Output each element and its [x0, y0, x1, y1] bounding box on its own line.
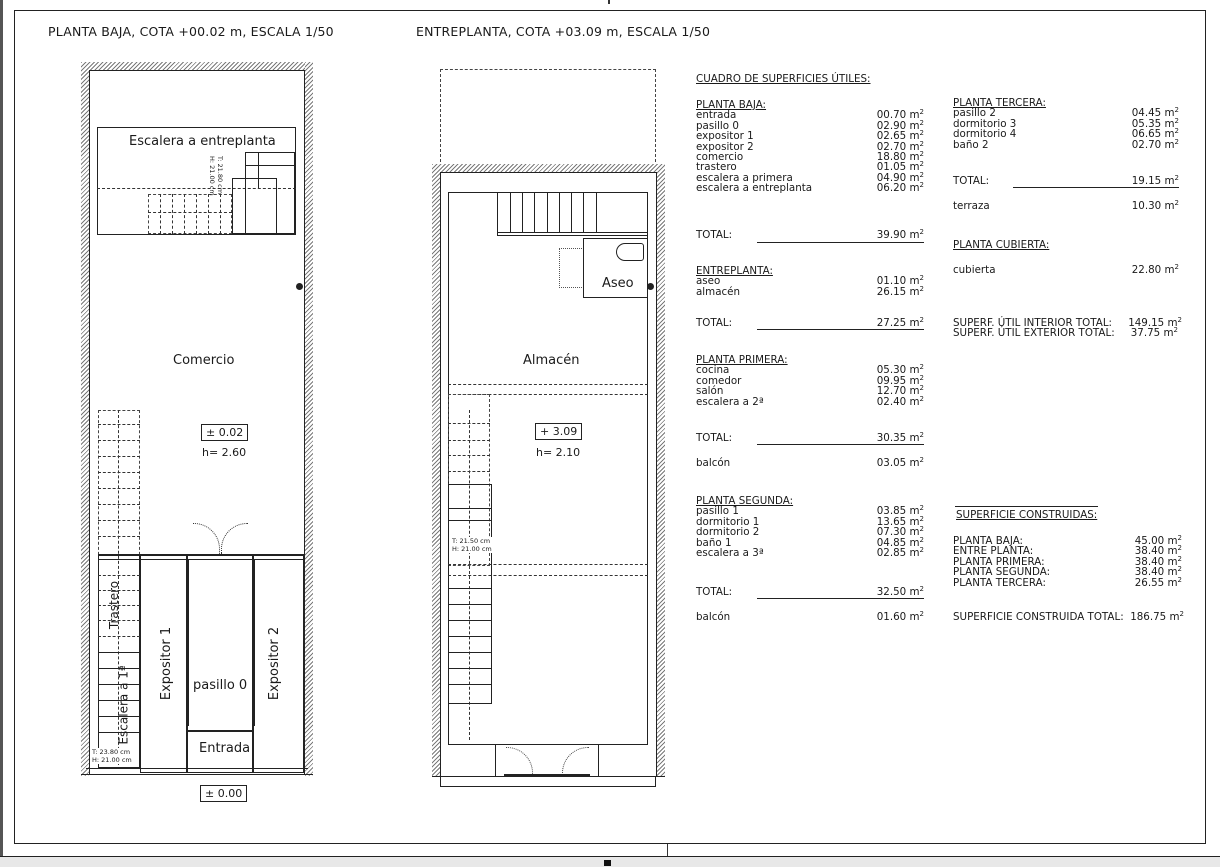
- summary-row: [953, 328, 1182, 338]
- total-value: 27.25 $m^2$: [876, 316, 924, 329]
- row-label: escalera a entreplanta: [696, 182, 813, 195]
- stair-tread: [208, 194, 209, 234]
- row-label: SUPERF. ÚTIL INTERIOR TOTAL:: [953, 317, 1113, 329]
- projection-line: [448, 575, 648, 576]
- toilet-icon: [616, 243, 644, 261]
- section-heading: PLANTA PRIMERA:: [696, 354, 788, 366]
- total-label: TOTAL:: [696, 317, 733, 329]
- street-level-marker: ± 0.00: [200, 785, 247, 802]
- row-value: 18.80 $m^2$: [876, 149, 924, 163]
- row-label: expositor 1: [696, 130, 754, 143]
- table-row: [953, 575, 1182, 589]
- window-frame: [504, 774, 590, 776]
- stair-tread: [547, 192, 548, 232]
- stair-tread: [583, 192, 584, 232]
- row-value: 04.85 $m^2$: [876, 535, 924, 549]
- built-surfaces-rows: [953, 536, 1182, 588]
- useful-surface-summary: [953, 318, 1182, 339]
- downpipe-icon: [296, 283, 303, 290]
- row-value: 01.05 $m^2$: [876, 160, 924, 174]
- row-label: baño 1: [696, 536, 732, 549]
- row-label: escalera a primera: [696, 171, 793, 184]
- total-row: [696, 587, 924, 597]
- row-label: escalera a 2ª: [696, 395, 764, 408]
- section-planta-baja: [696, 100, 924, 194]
- row-label: escalera a 3ª: [696, 546, 764, 559]
- room-pasillo-0: [187, 555, 253, 731]
- section-planta-segunda: [696, 496, 924, 558]
- stair-tread: [448, 684, 492, 685]
- room-label-expositor-1: Expositor 1: [159, 626, 175, 701]
- row-value: 04.90 $m^2$: [876, 170, 924, 184]
- total-row: [953, 176, 1179, 186]
- wall-left: [432, 164, 440, 776]
- stair-dimension-note: [452, 537, 492, 553]
- total-label: TOTAL:: [696, 229, 733, 241]
- row-value: 01.60 $m^2$: [876, 610, 924, 623]
- level-marker: ± 0.02: [201, 424, 248, 441]
- total-label: SUPERFICIE CONSTRUIDA TOTAL:: [953, 611, 1124, 623]
- total-row: [696, 318, 924, 328]
- row-value: 02.70 $m^2$: [876, 139, 924, 153]
- stair-tread: [98, 636, 140, 637]
- row-value: 03.05 $m^2$: [876, 456, 924, 469]
- stair-riser-dim: H: 21.00 cm: [208, 156, 216, 196]
- row-label: ENTRE PLANTA:: [953, 545, 1034, 558]
- room-label-trastero: Trastero: [107, 580, 122, 630]
- section-planta-tercera: [953, 98, 1179, 150]
- total-label: TOTAL:: [953, 175, 990, 187]
- row-label: pasillo 1: [696, 505, 739, 518]
- downpipe-icon: [647, 283, 654, 290]
- stair-edge: [497, 232, 648, 233]
- row-value: 13.65 $m^2$: [876, 514, 924, 528]
- row-value: 00.70 $m^2$: [876, 108, 924, 122]
- row-value: 38.40 $m^2$: [1134, 544, 1182, 558]
- stair-tread: [245, 165, 295, 166]
- stair-tread: [534, 192, 535, 232]
- row-value: 06.65 $m^2$: [1131, 127, 1179, 141]
- row-value: 12.70 $m^2$: [876, 384, 924, 398]
- row-value: 45.00 $m^2$: [1134, 534, 1182, 547]
- room-label-almacen: Almacén: [523, 353, 580, 368]
- row-value: 38.40 $m^2$: [1134, 554, 1182, 568]
- table-row: [953, 265, 1179, 275]
- row-label: trastero: [696, 161, 737, 174]
- section-heading: PLANTA BAJA:: [696, 99, 767, 111]
- row-value: 02.65 $m^2$: [876, 129, 924, 143]
- room-label-pasillo-0: pasillo 0: [193, 678, 248, 693]
- row-label: expositor 2: [696, 140, 754, 153]
- row-value: 02.90 $m^2$: [876, 118, 924, 132]
- row-value: 10.30 $m^2$: [1131, 199, 1179, 212]
- stair-riser-dim: H: 21.00 cm: [92, 756, 132, 764]
- stair-tread: [98, 424, 140, 425]
- table-row: [696, 183, 924, 193]
- row-label: entrada: [696, 109, 737, 122]
- stair-tread: [98, 440, 140, 441]
- stair-tread: [571, 192, 572, 232]
- row-label: terraza: [953, 200, 990, 212]
- useful-surfaces-title: CUADRO DE SUPERFICIES ÚTILES:: [696, 73, 871, 85]
- stair-flight: [497, 192, 648, 236]
- stair-tread: [510, 192, 511, 232]
- stair-tread: [522, 192, 523, 232]
- section-planta-cubierta: [953, 240, 1179, 250]
- wall-inner-line: [89, 70, 305, 71]
- row-value: 149.15 $m^2$: [1128, 316, 1182, 329]
- section-planta-primera: [696, 355, 924, 407]
- stair-tread: [160, 194, 161, 234]
- row-label: pasillo 0: [696, 119, 739, 132]
- row-value: 04.45 $m^2$: [1131, 106, 1179, 120]
- wall-top: [432, 164, 665, 172]
- row-label: balcón: [696, 611, 731, 623]
- balcony-slab: [440, 776, 656, 787]
- row-label: dormitorio 1: [696, 515, 760, 528]
- row-label: baño 2: [953, 138, 989, 151]
- stair-tread: [172, 194, 173, 234]
- wall-left: [81, 62, 89, 776]
- extra-row: [696, 458, 924, 468]
- glass-partition: [186, 560, 189, 726]
- stair-tread: [258, 152, 259, 188]
- stair-tread: [98, 472, 140, 473]
- projection-line: [448, 384, 648, 385]
- section-entreplanta: [696, 266, 924, 297]
- row-value: 05.30 $m^2$: [876, 363, 924, 377]
- stair-tread-dim: T: 21.80 cm: [216, 156, 224, 195]
- row-label: PLANTA PRIMERA:: [953, 555, 1045, 568]
- total-row: [696, 230, 924, 240]
- row-label: almacén: [696, 285, 741, 298]
- row-value: 02.70 $m^2$: [1131, 137, 1179, 151]
- plan-title-planta-baja: PLANTA BAJA, COTA +00.02 m, ESCALA 1/50: [48, 24, 334, 39]
- table-row: [696, 545, 924, 559]
- row-value: 26.55 $m^2$: [1134, 575, 1182, 589]
- row-label: cubierta: [953, 264, 996, 276]
- row-value: 06.20 $m^2$: [876, 181, 924, 195]
- stair-tread: [448, 668, 492, 669]
- row-label: dormitorio 4: [953, 128, 1017, 141]
- total-rule: [1013, 187, 1179, 188]
- row-label: pasillo 2: [953, 107, 996, 120]
- stair-tread: [98, 504, 140, 505]
- stair-tread: [98, 456, 140, 457]
- total-value: 19.15 $m^2$: [1131, 174, 1179, 187]
- total-row: [696, 433, 924, 443]
- stair-tread: [196, 194, 197, 234]
- stair-tread: [596, 192, 597, 232]
- sheet-left-edge: [0, 0, 3, 866]
- stair-tread: [220, 194, 221, 234]
- room-label-expositor-2: Expositor 2: [267, 626, 283, 701]
- stair-tread: [448, 423, 490, 424]
- table-row: [696, 394, 924, 408]
- stair-tread: [98, 652, 140, 653]
- stair-tread: [448, 588, 492, 589]
- total-rule: [757, 329, 924, 330]
- stair-tread: [448, 520, 492, 521]
- stair-dimension-note: [92, 748, 132, 764]
- row-label: cocina: [696, 364, 730, 377]
- extra-row: [696, 612, 924, 622]
- bottom-center-mark: [604, 860, 611, 866]
- row-label: dormitorio 2: [696, 526, 760, 539]
- row-label: SUPERF. ÚTIL EXTERIOR TOTAL:: [953, 327, 1115, 340]
- total-rule: [757, 242, 924, 243]
- total-label: TOTAL:: [696, 432, 733, 444]
- ceiling-height: h= 2.60: [202, 446, 247, 459]
- top-center-mark: [608, 0, 610, 4]
- total-value: 39.90 $m^2$: [876, 228, 924, 241]
- row-label: salón: [696, 385, 724, 398]
- wall-inner-line: [440, 172, 657, 173]
- table-row: [696, 284, 924, 298]
- row-value: 02.40 $m^2$: [876, 394, 924, 408]
- row-value: 01.10 $m^2$: [876, 274, 924, 288]
- room-label-comercio: Comercio: [173, 353, 235, 368]
- row-value: 38.40 $m^2$: [1134, 565, 1182, 579]
- table-row: [953, 137, 1179, 151]
- wall-top: [81, 62, 313, 70]
- total-rule: [757, 444, 924, 445]
- level-marker: + 3.09: [535, 423, 582, 440]
- section-heading: PLANTA SEGUNDA:: [696, 495, 794, 507]
- row-label: dormitorio 3: [953, 117, 1017, 130]
- wall-inner-line: [89, 70, 90, 774]
- row-label: PLANTA BAJA:: [953, 535, 1024, 547]
- room-label-entrada: Entrada: [199, 741, 251, 756]
- row-label: aseo: [696, 275, 721, 288]
- stair-tread-dim: T: 21.50 cm: [452, 537, 491, 545]
- room-label-escalera-primera: Escalera a 1ª: [116, 665, 131, 745]
- stair-tread: [448, 604, 492, 605]
- wall-inner-line: [440, 172, 441, 776]
- stair-tread: [98, 520, 140, 521]
- row-label: PLANTA TERCERA:: [953, 576, 1046, 589]
- row-label: comercio: [696, 150, 744, 163]
- title-overline: [955, 506, 1098, 507]
- row-label: PLANTA SEGUNDA:: [953, 566, 1051, 579]
- total-label: TOTAL:: [696, 586, 733, 598]
- stair-axis: [148, 212, 232, 213]
- row-value: 02.85 $m^2$: [876, 545, 924, 559]
- stair-flight: [448, 484, 492, 704]
- row-label: balcón: [696, 457, 731, 469]
- stair-tread: [98, 575, 140, 576]
- projection-line: [448, 564, 648, 565]
- wall-right: [305, 62, 313, 776]
- stair-tread: [448, 636, 492, 637]
- row-value: 03.85 $m^2$: [876, 504, 924, 518]
- stair-tread: [98, 536, 140, 537]
- row-label: comedor: [696, 374, 742, 387]
- row-value: 37.75 $m^2$: [1130, 326, 1178, 340]
- stair-tread: [448, 652, 492, 653]
- plan-title-entreplanta: ENTREPLANTA, COTA +03.09 m, ESCALA 1/50: [416, 24, 711, 39]
- total-value: 32.50 $m^2$: [876, 585, 924, 598]
- stair-tread: [448, 471, 490, 472]
- total-value: 186.75 $m^2$: [1130, 610, 1184, 623]
- built-total-row: [953, 612, 1184, 622]
- stair-tread: [448, 440, 490, 441]
- row-value: 22.80 $m^2$: [1131, 263, 1179, 276]
- section-heading: PLANTA TERCERA:: [953, 97, 1046, 109]
- section-heading: PLANTA CUBIERTA:: [953, 239, 1050, 251]
- row-value: 26.15 $m^2$: [876, 284, 924, 298]
- stair-riser-dim: H: 21.00 cm: [452, 545, 492, 553]
- extra-row: [953, 201, 1179, 211]
- room-label-aseo: Aseo: [602, 276, 634, 291]
- wall-inner-line: [304, 70, 305, 774]
- stair-tread: [448, 455, 490, 456]
- built-surfaces-title: SUPERFICIE CONSTRUIDAS:: [956, 509, 1098, 521]
- roof-projection: [440, 69, 656, 167]
- section-heading: ENTREPLANTA:: [696, 265, 773, 277]
- stair-flight: [232, 178, 277, 234]
- stair-tread: [98, 488, 140, 489]
- stair-tread: [448, 620, 492, 621]
- stair-projection: [98, 410, 140, 560]
- stair-tread: [559, 192, 560, 232]
- stair-tread: [184, 194, 185, 234]
- facade-line: [81, 774, 313, 775]
- stair-tread: [448, 508, 492, 509]
- total-rule: [757, 598, 924, 599]
- row-value: 07.30 $m^2$: [876, 525, 924, 539]
- stair-tread-dim: T: 23.80 cm: [92, 748, 131, 756]
- total-value: 30.35 $m^2$: [876, 431, 924, 444]
- row-value: 05.35 $m^2$: [1131, 116, 1179, 130]
- ceiling-height: h= 2.10: [536, 446, 581, 459]
- wall-right: [657, 164, 665, 776]
- room-label-escalera-entreplanta: Escalera a entreplanta: [129, 134, 276, 149]
- stair-dimension-note: [208, 156, 224, 196]
- wall-inner-line: [656, 172, 657, 776]
- door-swing-icon: [559, 248, 582, 288]
- row-value: 09.95 $m^2$: [876, 373, 924, 387]
